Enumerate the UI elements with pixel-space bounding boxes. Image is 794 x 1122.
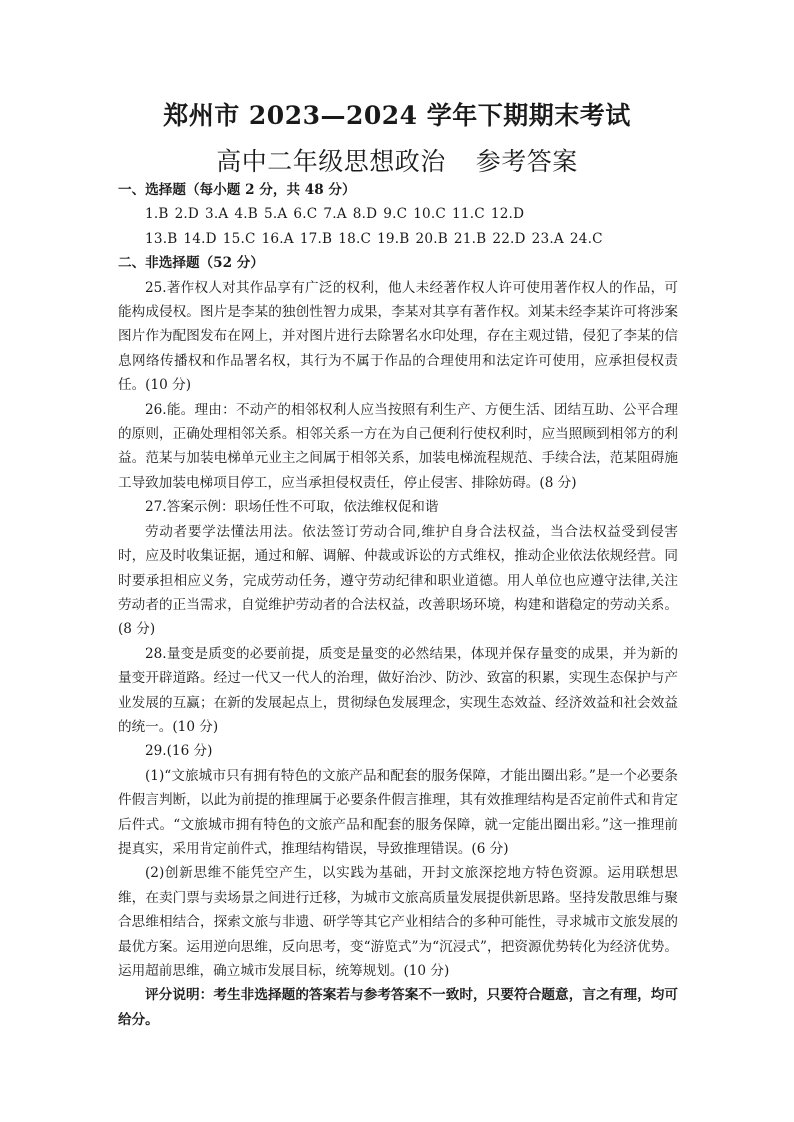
choice-answer: 4.B — [234, 206, 258, 223]
choice-answer: 9.C — [383, 206, 408, 223]
choice-answer: 21.B — [453, 230, 487, 247]
choice-answer: 2.D — [174, 206, 200, 223]
choice-answer: 16.A — [261, 230, 294, 247]
choice-answer: 13.B — [145, 230, 178, 247]
choice-answer: 11.C — [452, 206, 485, 223]
exam-title: 郑州市 2023—2024 学年下期期末考试 — [163, 101, 631, 130]
scoring-note: 评分说明：考生非选择题的答案若与参考答案不一致时，只要符合题意，言之有理，均可给分。 — [118, 987, 678, 1028]
answer-paragraph-29-header: 29.(16 分) — [145, 743, 213, 760]
choice-answer: 20.B — [415, 230, 448, 247]
exam-subtitle — [0, 142, 794, 178]
answer-paragraph-28: 28.量变是质变的必要前提，质变是量变的必然结果，体现并保存量变的成果，并为新的量变开辟道路。经过一代又一代人的治理，做好治沙、防沙、致富的积累，实现生态保护与产业发展的互赢；在新的发展起点上，贯彻绿色发展理念，实现生态效益、经济效益和社会效益的统一。(10 分) — [118, 645, 678, 735]
choice-answer: 3.A — [205, 206, 229, 223]
choice-answer: 5.A — [263, 206, 288, 223]
choice-answer: 24.C — [569, 230, 603, 247]
subject-title: 高中二年级思想政治 — [216, 147, 446, 176]
choice-answer: 1.B — [145, 206, 169, 223]
section-heading-nonchoice: 二、非选择题（52 分） — [118, 255, 264, 272]
choice-answer: 14.D — [183, 230, 217, 247]
choice-answer: 8.D — [352, 206, 378, 223]
answer-row-2 — [118, 227, 678, 251]
answer-paragraph-29-1: (1)“文旅城市只有拥有特色的文旅产品和配套的服务保障，才能出圈出彩。”是一个必要条件假言判断，以此为前提的推理属于必要条件假言推理，其有效推理结构是否定前件式和肯定后件式。“文旅城市拥有特色的文旅产品和配套的服务保障，就一定能出圈出彩。”这一推理前提真实，采用肯定前件式，推理结构错误，导致推理错误。(6 分) — [118, 767, 678, 857]
choice-answer: 19.B — [377, 230, 410, 247]
choice-answer: 22.D — [492, 230, 526, 247]
answer-key-label: 参考答案 — [475, 147, 578, 176]
answer-paragraph-29-2: (2)创新思维不能凭空产生，以实践为基础，开封文旅深挖地方特色资源。运用联想思维，在卖门票与卖场景之间进行迁移，为城市文旅高质量发展提供新思路。坚持发散思维与聚合思维相结合，探索文旅与非遗、研学等其它产业相结合的多种可能性，寻求城市文旅发展的最优方案。运用逆向思维，反向思考，变“游览式”为“沉浸式”，把资源优势转化为经济优势。运用超前思维，确立城市发展目标，统筹规划。(10 分) — [118, 865, 678, 979]
choice-answer: 7.A — [323, 206, 347, 223]
answer-paragraph-26: 26.能。理由：不动产的相邻权利人应当按照有利生产、方便生活、团结互助、公平合理的原则，正确处理相邻关系。相邻关系一方在为自己便利行使权利时，应当照顾到相邻方的利益。范某与加装电梯单元业主之间属于相邻关系，加装电梯流程规范、手续合法，范某阻碍施工导致加装电梯项目停工，应当承担侵权责任，停止侵害、排除妨碍。(8 分) — [118, 401, 678, 491]
answer-paragraph-25: 25.著作权人对其作品享有广泛的权利，他人未经著作权人许可使用著作权人的作品，可能构成侵权。图片是李某的独创性智力成果，李某对其享有著作权。刘某未经李某许可将涉案图片作为配图发布在网上，并对图片进行去除署名水印处理，存在主观过错，侵犯了李某的信息网络传播权和作品署名权，其行为不属于作品的合理使用和法定许可使用，应承担侵权责任。(10 分) — [118, 279, 678, 394]
answer-row-1 — [118, 202, 678, 226]
section-heading-choice: 一、选择题（每小题 2 分，共 48 分） — [118, 182, 356, 198]
choice-answer: 6.C — [293, 206, 318, 223]
answer-paragraph-27-body: 劳动者要学法懂法用法。依法签订劳动合同,维护自身合法权益，当合法权益受到侵害时，应及时收集证据，通过和解、调解、仲裁或诉讼的方式维权，推动企业依法依规经营。同时要承担相应义务，完成劳动任务，遵守劳动纪律和职业道德。用人单位也应遵守法律,关注劳动者的正当需求，自觉维护劳动者的合法权益，改善职场环境，构建和谐稳定的劳动关系。(8 分) — [118, 523, 678, 638]
answer-paragraph-27-title: 27.答案示例：职场任性不可取，依法维权促和谐 — [145, 499, 439, 516]
choice-answer: 23.A — [531, 230, 564, 247]
choice-answer: 12.D — [490, 206, 525, 223]
document-body — [118, 178, 678, 1032]
choice-answer: 17.B — [299, 230, 333, 247]
choice-answer: 10.C — [413, 206, 447, 223]
choice-answer: 18.C — [338, 230, 372, 247]
choice-answer: 15.C — [222, 230, 256, 247]
